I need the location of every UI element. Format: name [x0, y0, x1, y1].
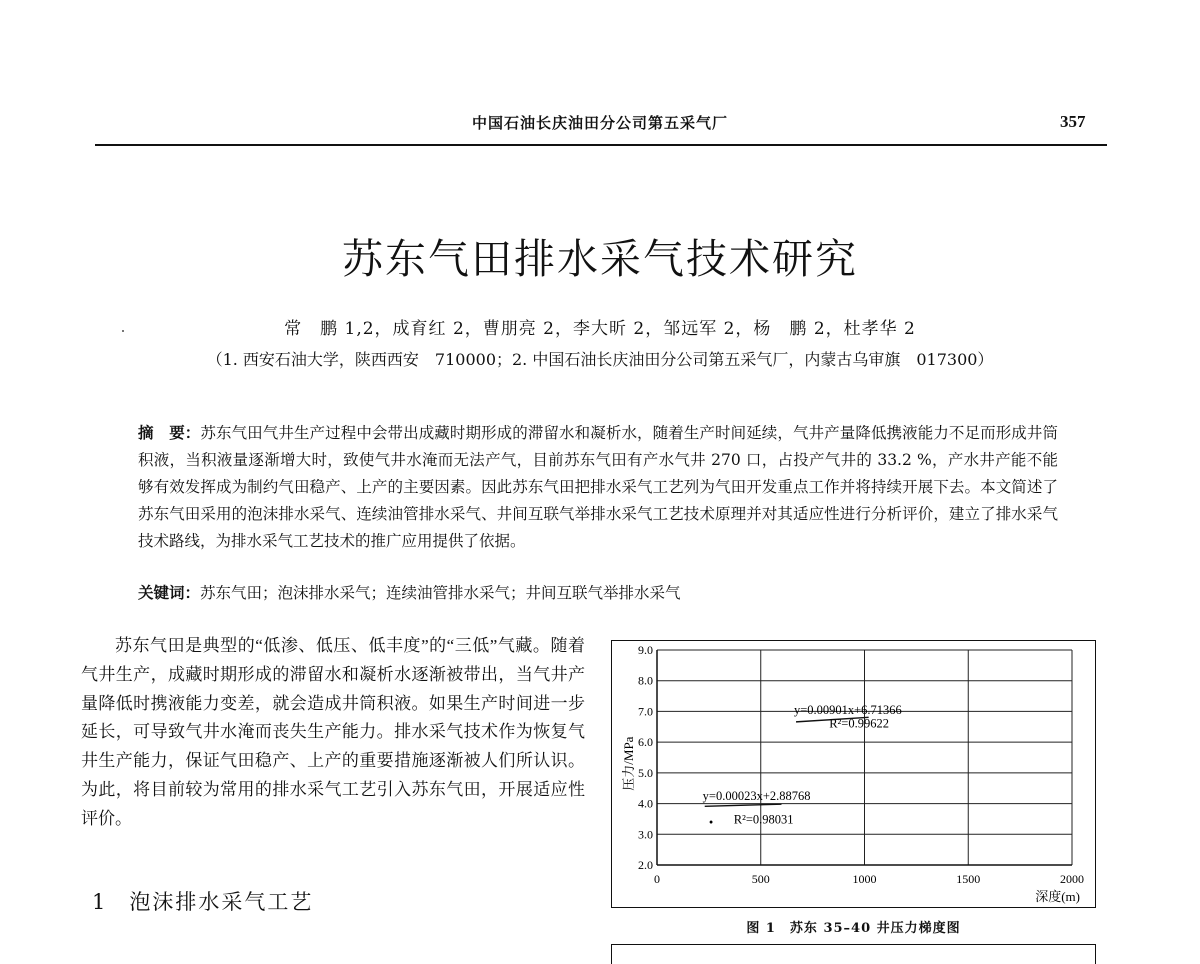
data-point-marker: •	[708, 815, 714, 830]
paper-title: 苏东气田排水采气技术研究	[342, 235, 858, 283]
y-tick-label: 8.0	[638, 673, 653, 688]
page-number: 357	[1060, 112, 1086, 131]
x-tick-label: 1000	[852, 872, 877, 886]
keywords-label: 关键词：	[138, 583, 201, 602]
abstract-label: 摘 要：	[138, 423, 201, 442]
y-tick-label: 3.0	[638, 827, 653, 842]
running-header-journal: 中国石油长庆油田分公司第五采气厂	[471, 114, 728, 132]
author-list: 常 鹏 1,2，成育红 2，曹朋亮 2，李大昕 2，邹远军 2，杨 鹏 2，杜孝华 2	[284, 319, 916, 339]
trendline-lower	[705, 804, 782, 806]
keywords-text: 苏东气田；泡沫排水采气；连续油管排水采气；井间互联气举排水采气	[200, 584, 681, 602]
y-tick-label: 2.0	[638, 858, 653, 872]
affiliation: （1. 西安石油大学，陕西西安 710000；2. 中国石油长庆油田分公司第五采气厂，内蒙古乌审旗 017300）	[206, 350, 994, 369]
figure-caption: 图 1 苏东 35–40 井压力梯度图	[746, 921, 961, 936]
section-heading	[92, 886, 313, 916]
y-axis-label: 压力/MPa	[621, 736, 636, 791]
x-tick-label: 500	[751, 872, 770, 886]
x-tick-label: 0	[654, 872, 660, 886]
r2-lower: R²=0.98031	[733, 812, 794, 827]
y-tick-label: 9.0	[638, 643, 653, 657]
x-axis-label: 深度(m)	[1035, 889, 1080, 904]
equation-lower: y=0.00023x+2.88768	[702, 788, 811, 803]
header-rule	[95, 144, 1107, 146]
equation-upper: y=0.00901x+6.71366	[793, 702, 902, 717]
x-tick-label: 1500	[956, 872, 981, 886]
y-tick-label: 4.0	[638, 796, 653, 811]
r2-upper: R²=0.99622	[829, 716, 889, 731]
keywords	[138, 581, 1058, 603]
abstract-text: 苏东气田气井生产过程中会带出成藏时期形成的滞留水和凝析水，随着生产时间延续，气井产量降低携液能力不足而形成井筒积液，当积液量逐渐增大时，致使气井水淹而无法产气，目前苏东气田有产水气井 270 口，占投产气井的 33.2 %，产水井产能不能够有效发挥成为制约气田稳产、上产的主要因素。因此苏东气田把排水采气工艺列为气田开发重点工作并将持续开展下去。本文简述了苏东气田采用的泡沫排水采气、连续油管排水采气、井间互联气举排水采气工艺技术原理并对其适应性进行分析评价，建立了排水采气技术路线，为排水采气工艺技术的推广应用提供了依据。	[138, 424, 1058, 550]
abstract	[138, 419, 1058, 555]
pressure-gradient-chart	[611, 640, 1096, 908]
y-tick-label: 6.0	[638, 735, 653, 750]
y-tick-label: 5.0	[638, 765, 653, 780]
y-tick-label: 7.0	[638, 704, 653, 719]
next-figure-frame	[611, 944, 1096, 964]
section-number: 1	[92, 890, 108, 914]
intro-paragraph: 苏东气田是典型的“低渗、低压、低丰度”的“三低”气藏。随着气井生产，成藏时期形成的滞留水和凝析水逐渐被带出，当气井产量降低时携液能力变差，就会造成井筒积液。如果生产时间进一步延长，可导致气井水淹而丧失生产能力。排水采气技术作为恢复气井生产能力，保证气田稳产、上产的重要措施逐渐被人们所认识。为此，将目前较为常用的排水采气工艺引入苏东气田，开展适应性评价。	[81, 636, 585, 828]
x-tick-label: 2000	[1060, 872, 1084, 886]
section-title: 泡沫排水采气工艺	[129, 890, 314, 914]
